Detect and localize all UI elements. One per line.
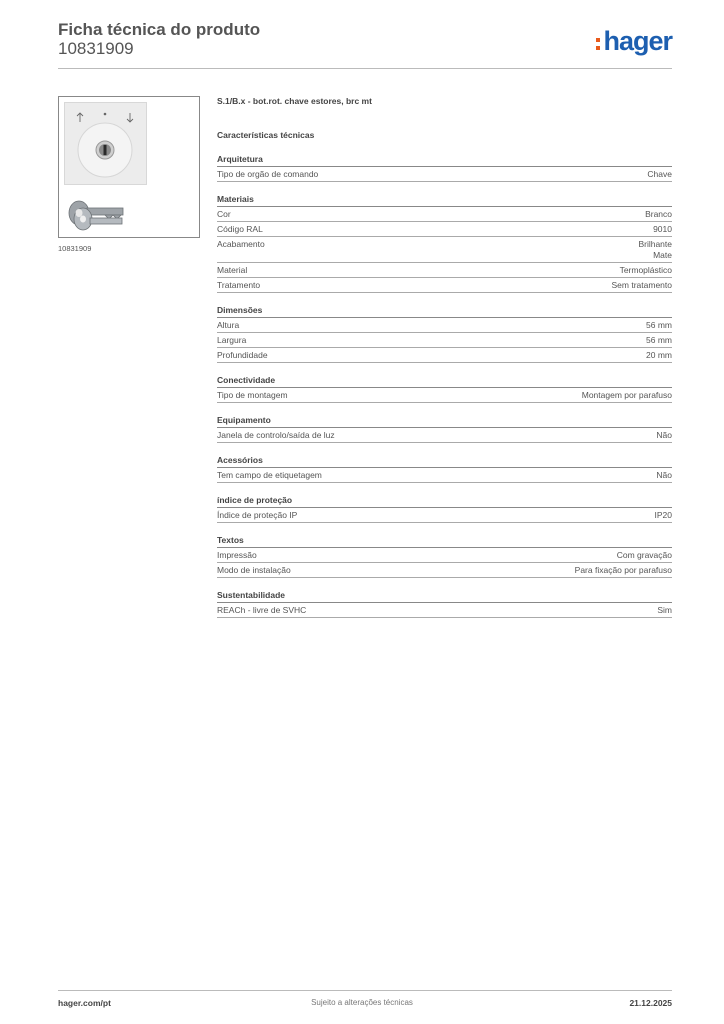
spec-value: [582, 390, 672, 401]
spec-value-line: Mate: [653, 250, 672, 260]
spec-section: [217, 375, 672, 403]
spec-value: [612, 280, 672, 291]
spec-label: Profundidade: [217, 350, 268, 360]
spec-row: [217, 167, 672, 182]
spec-row: [217, 428, 672, 443]
spec-value-line: Sem tratamento: [611, 280, 672, 290]
hager-logo: [596, 26, 672, 57]
spec-value: [620, 265, 672, 276]
spec-value-line: Brilhante: [638, 239, 672, 249]
spec-value: [638, 239, 672, 261]
spec-value: [657, 605, 672, 616]
switch-plate-drawing: [65, 103, 146, 184]
spec-value-line: Termoplástico: [619, 265, 672, 275]
page-title: Ficha técnica do produto: [58, 20, 261, 39]
spec-heading: Características técnicas: [217, 130, 315, 140]
footer-website[interactable]: hager.com/pt: [58, 998, 111, 1008]
spec-value: [655, 510, 673, 521]
spec-sections: [217, 154, 672, 618]
spec-value: [646, 335, 672, 346]
spec-section: [217, 415, 672, 443]
spec-label: Janela de controlo/saída de luz: [217, 430, 335, 440]
product-image: [58, 96, 200, 238]
spec-value: [646, 320, 672, 331]
spec-value-line: Para fixação por parafuso: [574, 565, 672, 575]
spec-row: [217, 468, 672, 483]
dot-icon: [104, 113, 107, 116]
footer-divider: [58, 990, 672, 991]
spec-row: [217, 563, 672, 578]
spec-row: [217, 388, 672, 403]
spec-value: [656, 430, 672, 441]
spec-label: Largura: [217, 335, 247, 345]
logo-text: hager: [603, 26, 672, 56]
section-title: Conectividade: [217, 375, 672, 388]
footer-date: 21.12.2025: [629, 998, 672, 1008]
section-title: Acessórios: [217, 455, 672, 468]
spec-value: [645, 209, 672, 220]
section-title: índice de proteção: [217, 495, 672, 508]
spec-value: [617, 550, 672, 561]
spec-section: [217, 495, 672, 523]
section-title: Equipamento: [217, 415, 672, 428]
spec-row: [217, 603, 672, 618]
header-divider: [58, 68, 672, 69]
arrow-up-icon: [77, 113, 83, 122]
switch-plate: [64, 102, 147, 185]
spec-value-line: Chave: [647, 169, 672, 179]
spec-value: [575, 565, 672, 576]
spec-value: [647, 169, 672, 180]
spec-value-line: Sim: [657, 605, 672, 615]
footer-note: Sujeito a alterações técnicas: [311, 998, 413, 1007]
spec-value: [653, 224, 672, 235]
spec-row: [217, 278, 672, 293]
section-title: Arquitetura: [217, 154, 672, 167]
spec-value-line: Não: [656, 430, 672, 440]
spec-label: Modo de instalação: [217, 565, 291, 575]
spec-section: [217, 455, 672, 483]
spec-value-line: Não: [656, 470, 672, 480]
section-title: Sustentabilidade: [217, 590, 672, 603]
spec-section: [217, 535, 672, 578]
spec-value-line: 56 mm: [646, 320, 672, 330]
spec-label: Material: [217, 265, 248, 275]
spec-value-line: Montagem por parafuso: [581, 390, 672, 400]
spec-label: Acabamento: [217, 239, 265, 249]
spec-value-line: Branco: [645, 209, 672, 219]
spec-value-line: 20 mm: [646, 350, 672, 360]
spec-row: [217, 222, 672, 237]
spec-value-line: IP20: [654, 510, 672, 520]
spec-label: Altura: [217, 320, 240, 330]
spec-value-line: Com gravação: [616, 550, 672, 560]
product-number: 10831909: [58, 39, 134, 58]
spec-label: Impressão: [217, 550, 257, 560]
spec-label: Tratamento: [217, 280, 261, 290]
section-title: Textos: [217, 535, 672, 548]
spec-row: [217, 348, 672, 363]
key-cylinder-icon: [96, 141, 114, 159]
spec-row: [217, 548, 672, 563]
spec-section: [217, 305, 672, 363]
spec-label: REACh - livre de SVHC: [217, 605, 307, 615]
spec-row: [217, 508, 672, 523]
spec-value: [656, 470, 672, 481]
spec-value-line: 56 mm: [646, 335, 672, 345]
spec-row: [217, 237, 672, 263]
spec-row: [217, 207, 672, 222]
spec-section: [217, 154, 672, 182]
image-caption: 10831909: [58, 244, 92, 253]
spec-section: [217, 194, 672, 293]
spec-row: [217, 333, 672, 348]
section-title: Dimensões: [217, 305, 672, 318]
product-description: S.1/B.x - bot.rot. chave estores, brc mt: [217, 96, 372, 106]
spec-label: Tipo de montagem: [217, 390, 288, 400]
spec-row: [217, 318, 672, 333]
logo-dots-icon: [596, 36, 600, 51]
spec-label: Tem campo de etiquetagem: [217, 470, 322, 480]
keys-icon: [63, 191, 129, 235]
section-title: Materiais: [217, 194, 672, 207]
spec-value: [646, 350, 672, 361]
spec-label: Índice de proteção IP: [217, 510, 298, 520]
spec-label: Cor: [217, 209, 231, 219]
spec-label: Tipo de orgão de comando: [217, 169, 319, 179]
arrow-down-icon: [127, 113, 133, 122]
spec-section: [217, 590, 672, 618]
page-header: [58, 20, 672, 68]
spec-content: [217, 96, 672, 618]
spec-row: [217, 263, 672, 278]
spec-label: Código RAL: [217, 224, 263, 234]
spec-value-line: 9010: [653, 224, 672, 234]
